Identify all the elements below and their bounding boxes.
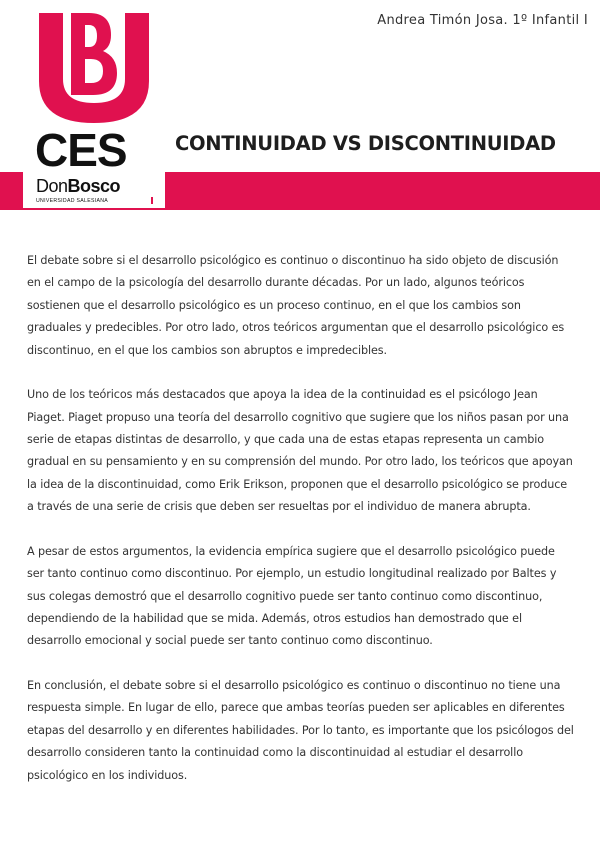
logo-name-bold: Bosco xyxy=(67,176,121,196)
paragraph: Uno de los teóricos más destacados que apoya la idea de la continuidad es el psicólogo Jean Piaget. Piaget propuso una teoría del desarrollo cognitivo que sugiere que los niños pasan por una serie de etapas distintas de desarrollo, y que cada una de estas etapas representa un cambio gradual en su pensamiento y en su comprensión del mundo. Por otro lado, los teóricos que apoyan la idea de la discontinuidad, como Erik Erikson, proponen que el desarrollo psicológico se produce a través de una serie de crisis que deben ser resueltas por el individuo de manera abrupta. xyxy=(27,388,573,514)
paragraph: El debate sobre si el desarrollo psicológico es continuo o discontinuo ha sido objeto de discusión en el campo de la psicología del desarrollo durante décadas. Por un lado, algunos teóricos sostienen que el desarrollo psicológico es un proceso continuo, en el que los cambios son graduales y predecibles. Por otro lado, otros teóricos argumentan que el desarrollo psicológico es discontinuo, en el que los cambios son abruptos e impredecibles. xyxy=(27,254,565,357)
page-title: CONTINUIDAD VS DISCONTINUIDAD xyxy=(175,132,556,155)
paragraph: A pesar de estos argumentos, la evidencia empírica sugiere que el desarrollo psicológico puede ser tanto continuo como discontinuo. Por ejemplo, un estudio longitudinal realizado por Baltes y sus colegas demostró que el desarrollo cognitivo puede ser tanto continuo como discontinuo, dependiendo de la habilidad que se mida. Además, otros estudios han demostrado que el desarrollo emocional y social puede ser tanto continuo como discontinuo. xyxy=(27,544,557,648)
logo-university: UNIVERSIDAD SALESIANA xyxy=(36,198,109,204)
ces-don-bosco-logo xyxy=(23,5,165,208)
logo-accent-bar xyxy=(151,197,153,204)
ub-monogram-icon xyxy=(31,9,157,127)
document-body xyxy=(27,250,575,809)
paragraph: En conclusión, el debate sobre si el desarrollo psicológico es continuo o discontinuo no tiene una respuesta simple. En lugar de ello, parece que ambas teorías pueden ser aplicables en diferentes etapas del desarrollo y en diferentes habilidades. Por lo tanto, es importante que los psicólogos del desarrollo consideren tanto la continuidad como la discontinuidad al estudiar el desarrollo psicológico en los individuos. xyxy=(27,679,574,782)
author-line: Andrea Timón Josa. 1º Infantil I xyxy=(377,13,588,28)
logo-acronym: CES xyxy=(35,124,127,176)
logo-name-light: Don xyxy=(36,176,68,196)
logo-name xyxy=(36,177,156,195)
